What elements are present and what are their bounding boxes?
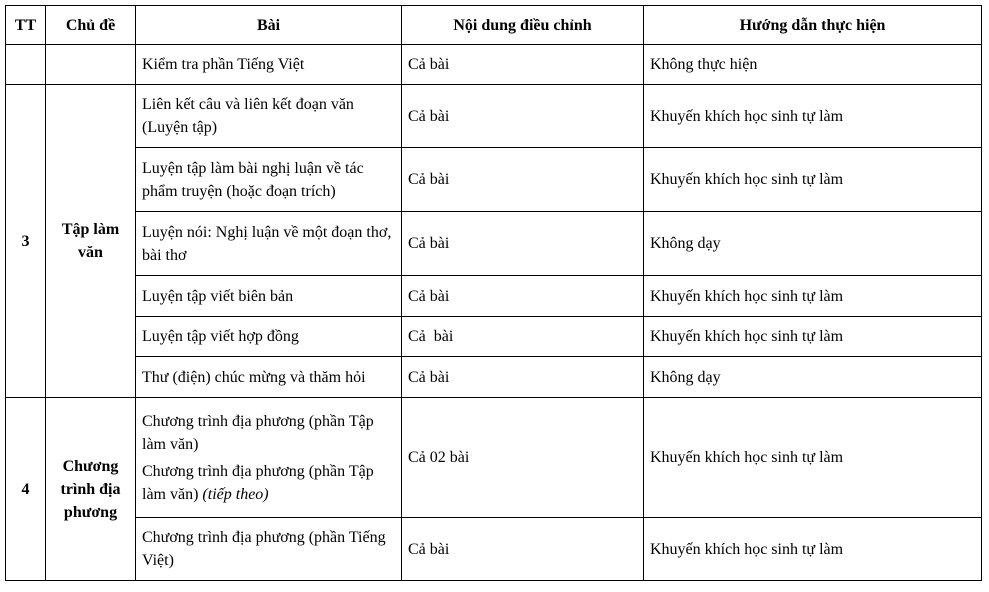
tt-cell [6, 45, 46, 85]
guide-cell: Không dạy [644, 357, 982, 398]
tt-cell: 4 [6, 398, 46, 581]
lesson-text: Chương trình địa phương (phần Tập làm văn) [142, 412, 374, 453]
table-row [6, 518, 982, 581]
topic-cell: Tập làm văn [46, 85, 136, 398]
header-row [6, 6, 982, 45]
header-content: Nội dung điều chỉnh [402, 6, 644, 45]
content-cell: Cả 02 bài [402, 398, 644, 518]
guide-cell: Khuyến khích học sinh tự làm [644, 148, 982, 212]
table-row [6, 45, 982, 85]
guide-cell: Không dạy [644, 212, 982, 276]
content-cell: Cả bài [402, 357, 644, 398]
content-cell: Cả bài [402, 148, 644, 212]
content-cell: Cả bài [402, 518, 644, 581]
guide-cell: Khuyến khích học sinh tự làm [644, 518, 982, 581]
topic-cell [46, 45, 136, 85]
guide-cell: Khuyến khích học sinh tự làm [644, 398, 982, 518]
tt-cell: 3 [6, 85, 46, 398]
content-cell: Cả bài [402, 317, 644, 357]
lesson-cell [136, 398, 402, 518]
topic-cell: Chương trình địa phương [46, 398, 136, 581]
table-row [6, 357, 982, 398]
content-cell: Cả bài [402, 212, 644, 276]
lesson-text-continued [142, 460, 395, 506]
lesson-cell: Luyện tập viết biên bản [136, 276, 402, 317]
curriculum-adjustment-table [5, 5, 982, 581]
lesson-note: (tiếp theo) [202, 485, 269, 503]
lesson-cell: Kiểm tra phần Tiếng Việt [136, 45, 402, 85]
header-lesson: Bài [136, 6, 402, 45]
table-row [6, 148, 982, 212]
lesson-cell: Thư (điện) chúc mừng và thăm hỏi [136, 357, 402, 398]
lesson-cell: Luyện tập viết hợp đồng [136, 317, 402, 357]
content-cell: Cả bài [402, 45, 644, 85]
lesson-cell: Chương trình địa phương (phần Tiếng Việt) [136, 518, 402, 581]
content-cell: Cả bài [402, 85, 644, 148]
table-row [6, 276, 982, 317]
lesson-cell: Liên kết câu và liên kết đoạn văn (Luyện tập) [136, 85, 402, 148]
content-cell: Cả bài [402, 276, 644, 317]
lesson-text: Chương trình địa phương (phần Tập làm văn) [142, 462, 374, 503]
header-topic: Chủ đề [46, 6, 136, 45]
header-tt: TT [6, 6, 46, 45]
lesson-cell: Luyện nói: Nghị luận về một đoạn thơ, bài thơ [136, 212, 402, 276]
lesson-cell: Luyện tập làm bài nghị luận về tác phẩm truyện (hoặc đoạn trích) [136, 148, 402, 212]
table-row [6, 212, 982, 276]
table-row [6, 85, 982, 148]
guide-cell: Khuyến khích học sinh tự làm [644, 276, 982, 317]
guide-cell: Khuyến khích học sinh tự làm [644, 85, 982, 148]
table-row [6, 317, 982, 357]
guide-cell: Không thực hiện [644, 45, 982, 85]
table-row [6, 398, 982, 518]
guide-cell: Khuyến khích học sinh tự làm [644, 317, 982, 357]
header-guide: Hướng dẫn thực hiện [644, 6, 982, 45]
